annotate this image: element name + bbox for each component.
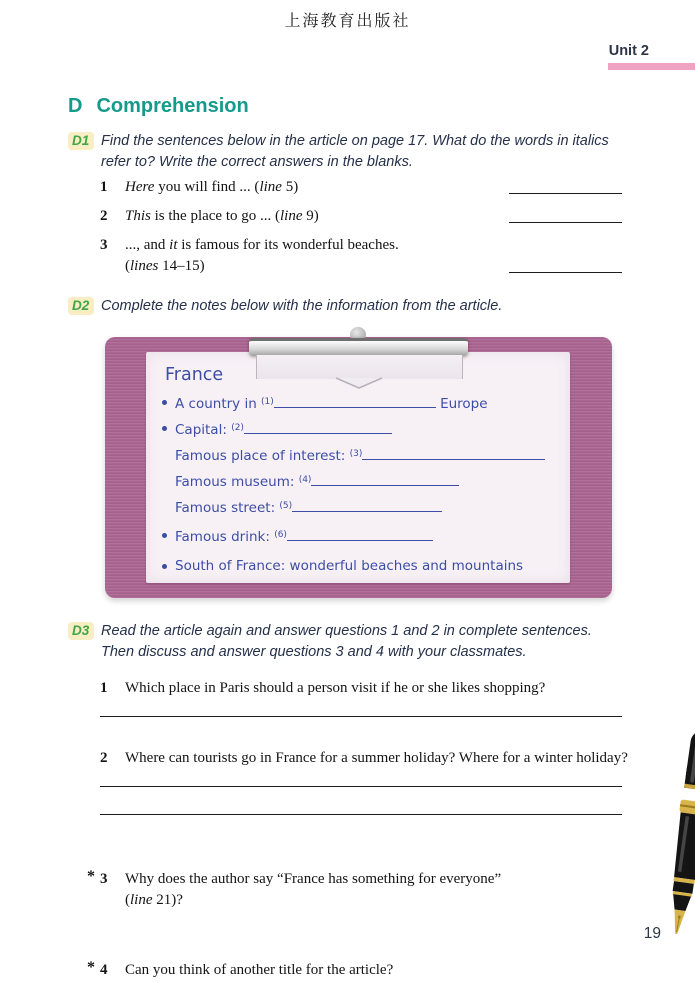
clipboard-illustration <box>105 337 612 598</box>
question-number: 3 <box>100 871 108 887</box>
answer-blank <box>244 422 392 434</box>
d1-items <box>100 177 622 285</box>
answer-line <box>100 716 622 717</box>
italic-target-word: Here <box>125 179 155 195</box>
item-number: 3 <box>100 237 108 253</box>
item-pre-text: ..., and <box>125 237 170 253</box>
optional-star: * <box>87 868 95 885</box>
d2-badge: D2 <box>68 297 94 315</box>
optional-star: * <box>87 959 95 976</box>
bullet-icon <box>162 426 167 431</box>
item-text: you will find ... ( <box>154 179 260 195</box>
answer-blank <box>311 474 459 486</box>
line-ref-rest: 5) <box>281 179 299 195</box>
line-ref-word: line <box>259 179 282 195</box>
answer-blank <box>274 396 436 408</box>
question-text: Can you think of another title for the article? <box>125 962 394 978</box>
question-text: Why does the author say “France has something for everyone” <box>125 871 502 887</box>
question-text: Which place in Paris should a person visit if he or she likes shopping? <box>125 680 546 696</box>
question-number: 4 <box>100 962 108 978</box>
d3-question-2 <box>100 748 647 769</box>
item-text: is famous for its wonderful beaches. <box>177 237 399 253</box>
paren-open: ( <box>125 258 130 274</box>
answer-blank <box>362 448 545 460</box>
question-number: 1 <box>100 680 108 696</box>
clip-plate <box>256 355 463 379</box>
note-line-6 <box>175 527 560 546</box>
section-letter: D <box>68 95 83 117</box>
d1-item-1 <box>100 177 622 198</box>
answer-blank <box>292 500 442 512</box>
note-label: Famous place of interest: <box>175 448 350 464</box>
question-text: Where can tourists go in France for a summer holiday? Where for a winter holiday? <box>125 750 628 766</box>
d1-badge: D1 <box>68 132 94 150</box>
d3-instruction: Read the article again and answer questions 1 and 2 in complete sentences. Then discuss and answer questions 3 and 4 with your classmates. <box>101 623 592 661</box>
section-title: Comprehension <box>96 95 249 117</box>
item-number: 1 <box>100 179 108 195</box>
blank-number: (6) <box>274 530 287 540</box>
note-line-2 <box>175 420 560 439</box>
item-number: 2 <box>100 208 108 224</box>
line-ref-word: lines <box>130 258 159 274</box>
paren-open: ( <box>125 892 130 908</box>
line-ref-rest: 21)? <box>152 892 183 908</box>
note-label: A country in <box>175 396 262 412</box>
line-ref-rest: 9) <box>302 208 319 224</box>
bullet-icon <box>162 400 167 405</box>
exercise-d3 <box>68 621 626 663</box>
clip-bar <box>249 338 468 356</box>
note-line-4 <box>175 472 560 491</box>
answer-line <box>100 786 622 787</box>
italic-target-word: it <box>169 237 178 253</box>
answer-blank <box>509 222 622 223</box>
note-line-3 <box>175 446 560 465</box>
section-heading <box>68 95 249 118</box>
clip-chevron-icon <box>335 377 383 390</box>
d3-question-4 <box>87 959 647 981</box>
d1-instruction: Find the sentences below in the article on page 17. What do the words in italics refer to? Write the correct answers in the blanks. <box>101 133 609 171</box>
d3-badge: D3 <box>68 622 94 640</box>
notes-title: France <box>165 365 224 385</box>
d1-item-2 <box>100 206 622 227</box>
note-after: Europe <box>435 396 488 412</box>
answer-line <box>100 814 622 815</box>
page-number: 19 <box>643 925 661 942</box>
unit-label: Unit 2 <box>608 43 649 59</box>
note-line-5 <box>175 498 560 517</box>
note-line-1 <box>175 394 560 413</box>
item-text: is the place to go ... ( <box>150 208 280 224</box>
note-label: Famous street: <box>175 500 280 516</box>
line-reference <box>125 890 647 911</box>
d3-question-3 <box>87 868 647 911</box>
line-ref-word: line <box>130 892 153 908</box>
d1-item-3 <box>100 235 622 277</box>
fountain-pen-icon <box>654 725 695 939</box>
line-ref-rest: 14–15) <box>158 258 205 274</box>
note-line-7 <box>175 558 560 575</box>
blank-number: (1) <box>261 397 274 407</box>
line-ref-word: line <box>280 208 303 224</box>
publisher-name: 上海教育出版社 <box>284 13 411 30</box>
bullet-icon <box>162 564 167 569</box>
blank-number: (4) <box>298 475 312 485</box>
exercise-d2 <box>68 296 626 317</box>
question-number: 2 <box>100 750 108 766</box>
answer-blank <box>509 193 622 194</box>
exercise-d1 <box>68 131 626 173</box>
bullet-icon <box>162 533 167 538</box>
note-label: Capital: <box>175 422 232 438</box>
note-label: Famous drink: <box>175 529 275 545</box>
note-label: Famous museum: <box>175 474 299 490</box>
italic-target-word: This <box>125 208 151 224</box>
answer-blank <box>287 529 433 541</box>
answer-blank <box>509 272 622 273</box>
d3-question-1 <box>100 678 647 699</box>
note-label: South of France: wonderful beaches and mountains <box>175 558 524 574</box>
blank-number: (3) <box>349 449 363 459</box>
blank-number: (5) <box>279 501 293 511</box>
blank-number: (2) <box>231 423 244 433</box>
d2-instruction: Complete the notes below with the information from the article. <box>101 298 503 314</box>
unit-accent-bar <box>608 63 695 70</box>
clipboard-clip <box>249 327 468 389</box>
